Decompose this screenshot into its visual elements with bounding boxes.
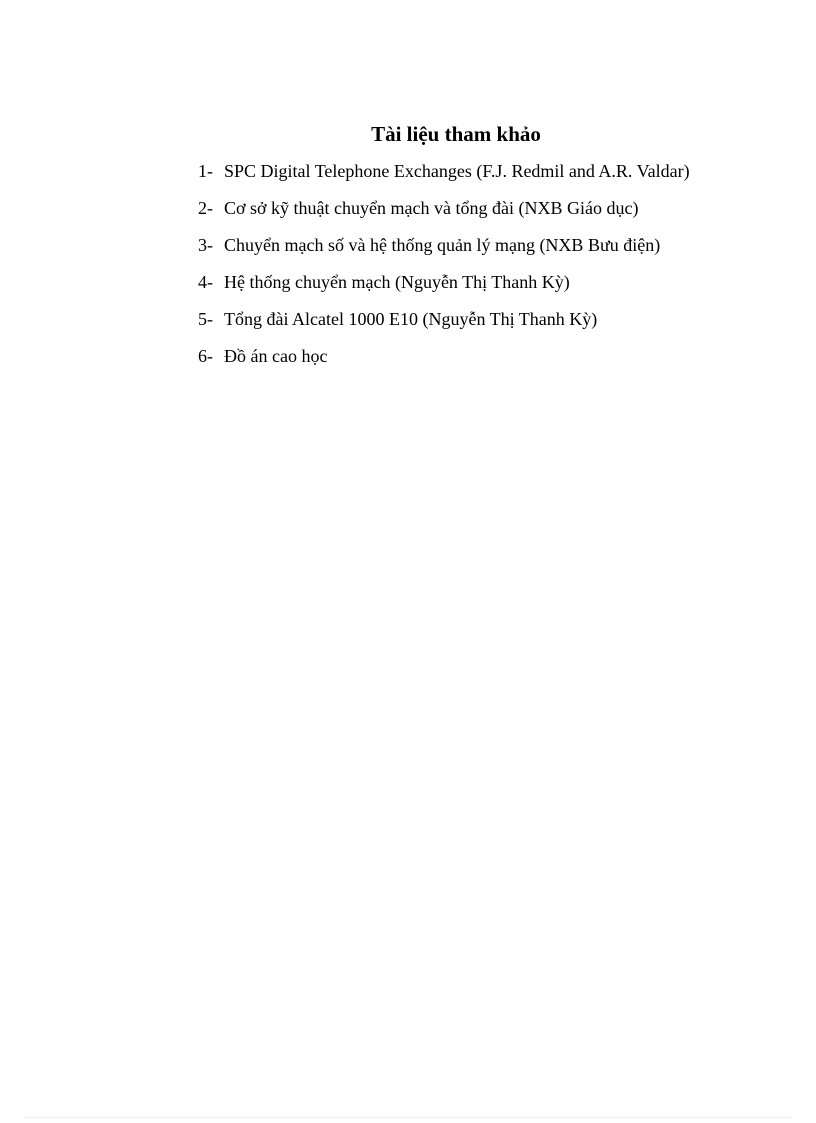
reference-text: Đồ án cao học — [224, 346, 328, 366]
reference-item-3 — [198, 235, 738, 256]
reference-text: SPC Digital Telephone Exchanges (F.J. Redmil and A.R. Valdar) — [224, 161, 690, 181]
reference-number: 3- — [198, 235, 213, 255]
reference-item-4 — [198, 272, 738, 293]
reference-text: Cơ sở kỹ thuật chuyển mạch và tổng đài (NXB Giáo dục) — [224, 198, 639, 218]
reference-item-2 — [198, 198, 738, 219]
reference-item-1 — [198, 161, 738, 182]
reference-text: Chuyển mạch số và hệ thống quản lý mạng (NXB Bưu điện) — [224, 235, 661, 255]
reference-item-5 — [198, 309, 738, 330]
reference-number: 6- — [198, 346, 213, 366]
reference-number: 2- — [198, 198, 213, 218]
reference-item-6 — [198, 346, 738, 367]
page-title: Tài liệu tham khảo — [371, 122, 541, 146]
reference-list — [198, 161, 738, 383]
reference-number: 4- — [198, 272, 213, 292]
page-bottom-divider — [24, 1117, 792, 1118]
reference-number: 5- — [198, 309, 213, 329]
reference-number: 1- — [198, 161, 213, 181]
reference-text: Tổng đài Alcatel 1000 E10 (Nguyễn Thị Thanh Kỳ) — [224, 309, 598, 329]
reference-text: Hệ thống chuyển mạch (Nguyễn Thị Thanh Kỳ) — [224, 272, 570, 292]
